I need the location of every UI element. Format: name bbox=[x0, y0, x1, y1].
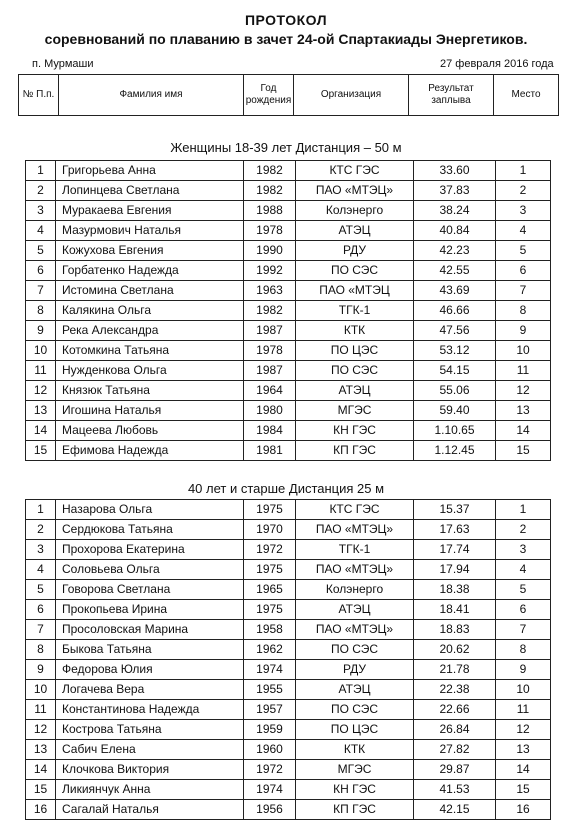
athlete-name: Горбатенко Надежда bbox=[56, 261, 244, 281]
athlete-name: Муракаева Евгения bbox=[56, 201, 244, 221]
row-number: 4 bbox=[26, 221, 56, 241]
row-number: 14 bbox=[26, 760, 56, 780]
row-number: 15 bbox=[26, 441, 56, 461]
organization: КП ГЭС bbox=[296, 800, 414, 820]
row-number: 9 bbox=[26, 321, 56, 341]
result: 20.62 bbox=[414, 640, 496, 660]
group2-table bbox=[25, 499, 551, 820]
place: 12 bbox=[496, 381, 551, 401]
table-row bbox=[26, 780, 551, 800]
athlete-name: Сердюкова Татьяна bbox=[56, 520, 244, 540]
organization: РДУ bbox=[296, 241, 414, 261]
place: 7 bbox=[496, 281, 551, 301]
organization: ПАО «МТЭЦ» bbox=[296, 620, 414, 640]
organization: ПАО «МТЭЦ bbox=[296, 281, 414, 301]
result: 59.40 bbox=[414, 401, 496, 421]
birth-year: 1972 bbox=[244, 540, 296, 560]
place: 10 bbox=[496, 341, 551, 361]
col-organization: Организация bbox=[294, 75, 409, 116]
athlete-name: Котомкина Татьяна bbox=[56, 341, 244, 361]
result: 17.74 bbox=[414, 540, 496, 560]
result: 40.84 bbox=[414, 221, 496, 241]
place: 8 bbox=[496, 301, 551, 321]
birth-year: 1975 bbox=[244, 500, 296, 520]
athlete-name: Река Александра bbox=[56, 321, 244, 341]
row-number: 14 bbox=[26, 421, 56, 441]
result: 27.82 bbox=[414, 740, 496, 760]
athlete-name: Говорова Светлана bbox=[56, 580, 244, 600]
organization: ПО СЭС bbox=[296, 700, 414, 720]
table-row bbox=[26, 660, 551, 680]
result: 47.56 bbox=[414, 321, 496, 341]
place: 4 bbox=[496, 221, 551, 241]
birth-year: 1972 bbox=[244, 760, 296, 780]
row-number: 9 bbox=[26, 660, 56, 680]
organization: КТК bbox=[296, 740, 414, 760]
table-row bbox=[26, 381, 551, 401]
birth-year: 1960 bbox=[244, 740, 296, 760]
table-row bbox=[26, 540, 551, 560]
document-title: ПРОТОКОЛ bbox=[244, 12, 328, 28]
birth-year: 1975 bbox=[244, 600, 296, 620]
row-number: 4 bbox=[26, 560, 56, 580]
organization: КТК bbox=[296, 321, 414, 341]
athlete-name: Лопинцева Светлана bbox=[56, 181, 244, 201]
row-number: 1 bbox=[26, 161, 56, 181]
place: 14 bbox=[496, 760, 551, 780]
birth-year: 1956 bbox=[244, 800, 296, 820]
athlete-name: Князюк Татьяна bbox=[56, 381, 244, 401]
result: 53.12 bbox=[414, 341, 496, 361]
table-row bbox=[26, 301, 551, 321]
table-row bbox=[26, 580, 551, 600]
table-row bbox=[26, 201, 551, 221]
organization: Колэнерго bbox=[296, 580, 414, 600]
organization: ПАО «МТЭЦ» bbox=[296, 181, 414, 201]
col-number: № П.п. bbox=[19, 75, 59, 116]
athlete-name: Константинова Надежда bbox=[56, 700, 244, 720]
table-row bbox=[26, 500, 551, 520]
birth-year: 1990 bbox=[244, 241, 296, 261]
place: 9 bbox=[496, 660, 551, 680]
birth-year: 1955 bbox=[244, 680, 296, 700]
organization: КН ГЭС bbox=[296, 780, 414, 800]
place: 3 bbox=[496, 201, 551, 221]
row-number: 8 bbox=[26, 640, 56, 660]
table-row bbox=[26, 800, 551, 820]
col-year: Год рождения bbox=[244, 75, 294, 116]
row-number: 11 bbox=[26, 361, 56, 381]
organization: ТГК-1 bbox=[296, 540, 414, 560]
birth-year: 1982 bbox=[244, 161, 296, 181]
organization: АТЭЦ bbox=[296, 381, 414, 401]
birth-year: 1978 bbox=[244, 221, 296, 241]
table-row bbox=[26, 161, 551, 181]
col-name: Фамилия имя bbox=[59, 75, 244, 116]
result: 1.10.65 bbox=[414, 421, 496, 441]
organization: ТГК-1 bbox=[296, 301, 414, 321]
athlete-name: Прохорова Екатерина bbox=[56, 540, 244, 560]
athlete-name: Федорова Юлия bbox=[56, 660, 244, 680]
result: 26.84 bbox=[414, 720, 496, 740]
organization: ПАО «МТЭЦ» bbox=[296, 520, 414, 540]
birth-year: 1970 bbox=[244, 520, 296, 540]
row-number: 1 bbox=[26, 500, 56, 520]
result: 43.69 bbox=[414, 281, 496, 301]
result: 54.15 bbox=[414, 361, 496, 381]
place: 14 bbox=[496, 421, 551, 441]
table-row bbox=[26, 680, 551, 700]
table-row bbox=[26, 520, 551, 540]
result: 21.78 bbox=[414, 660, 496, 680]
athlete-name: Калякина Ольга bbox=[56, 301, 244, 321]
birth-year: 1959 bbox=[244, 720, 296, 740]
place: 5 bbox=[496, 580, 551, 600]
organization: КТС ГЭС bbox=[296, 500, 414, 520]
organization: ПО СЭС bbox=[296, 361, 414, 381]
place: 5 bbox=[496, 241, 551, 261]
result: 55.06 bbox=[414, 381, 496, 401]
table-row bbox=[26, 760, 551, 780]
organization: ПО СЭС bbox=[296, 261, 414, 281]
organization: КН ГЭС bbox=[296, 421, 414, 441]
birth-year: 1975 bbox=[244, 560, 296, 580]
result: 33.60 bbox=[414, 161, 496, 181]
place: 8 bbox=[496, 640, 551, 660]
athlete-name: Прокопьева Ирина bbox=[56, 600, 244, 620]
birth-year: 1987 bbox=[244, 321, 296, 341]
result: 18.41 bbox=[414, 600, 496, 620]
birth-year: 1980 bbox=[244, 401, 296, 421]
result: 29.87 bbox=[414, 760, 496, 780]
athlete-name: Мацеева Любовь bbox=[56, 421, 244, 441]
organization: РДУ bbox=[296, 660, 414, 680]
result: 18.83 bbox=[414, 620, 496, 640]
organization: АТЭЦ bbox=[296, 600, 414, 620]
result: 42.23 bbox=[414, 241, 496, 261]
birth-year: 1974 bbox=[244, 780, 296, 800]
table-row bbox=[26, 441, 551, 461]
table-row bbox=[26, 261, 551, 281]
row-number: 10 bbox=[26, 341, 56, 361]
athlete-name: Игошина Наталья bbox=[56, 401, 244, 421]
organization: КТС ГЭС bbox=[296, 161, 414, 181]
result: 42.15 bbox=[414, 800, 496, 820]
table-row bbox=[26, 640, 551, 660]
athlete-name: Клочкова Виктория bbox=[56, 760, 244, 780]
result: 22.66 bbox=[414, 700, 496, 720]
place: 9 bbox=[496, 321, 551, 341]
table-row bbox=[26, 401, 551, 421]
birth-year: 1957 bbox=[244, 700, 296, 720]
athlete-name: Мазурмович Наталья bbox=[56, 221, 244, 241]
organization: ПО СЭС bbox=[296, 640, 414, 660]
place: 10 bbox=[496, 680, 551, 700]
row-number: 12 bbox=[26, 720, 56, 740]
location: п. Мурмаши bbox=[32, 58, 94, 70]
row-number: 10 bbox=[26, 680, 56, 700]
table-row bbox=[26, 740, 551, 760]
row-number: 6 bbox=[26, 600, 56, 620]
birth-year: 1958 bbox=[244, 620, 296, 640]
row-number: 13 bbox=[26, 740, 56, 760]
place: 3 bbox=[496, 540, 551, 560]
group1-title: Женщины 18-39 лет Дистанция – 50 м bbox=[170, 140, 402, 155]
organization: ПО ЦЭС bbox=[296, 341, 414, 361]
date: 27 февраля 2016 года bbox=[440, 58, 554, 70]
table-row bbox=[26, 281, 551, 301]
result: 15.37 bbox=[414, 500, 496, 520]
row-number: 13 bbox=[26, 401, 56, 421]
row-number: 3 bbox=[26, 201, 56, 221]
result: 38.24 bbox=[414, 201, 496, 221]
birth-year: 1978 bbox=[244, 341, 296, 361]
row-number: 11 bbox=[26, 700, 56, 720]
organization: АТЭЦ bbox=[296, 680, 414, 700]
birth-year: 1974 bbox=[244, 660, 296, 680]
result: 1.12.45 bbox=[414, 441, 496, 461]
place: 16 bbox=[496, 800, 551, 820]
result: 42.55 bbox=[414, 261, 496, 281]
table-row bbox=[26, 361, 551, 381]
place: 11 bbox=[496, 361, 551, 381]
organization: МГЭС bbox=[296, 760, 414, 780]
athlete-name: Истомина Светлана bbox=[56, 281, 244, 301]
row-number: 6 bbox=[26, 261, 56, 281]
row-number: 15 bbox=[26, 780, 56, 800]
result: 37.83 bbox=[414, 181, 496, 201]
athlete-name: Назарова Ольга bbox=[56, 500, 244, 520]
birth-year: 1965 bbox=[244, 580, 296, 600]
result: 46.66 bbox=[414, 301, 496, 321]
row-number: 7 bbox=[26, 620, 56, 640]
table-row bbox=[26, 241, 551, 261]
row-number: 2 bbox=[26, 520, 56, 540]
result: 17.94 bbox=[414, 560, 496, 580]
table-row bbox=[26, 720, 551, 740]
row-number: 5 bbox=[26, 580, 56, 600]
row-number: 3 bbox=[26, 540, 56, 560]
organization: Колэнерго bbox=[296, 201, 414, 221]
table-row bbox=[26, 620, 551, 640]
table-row bbox=[26, 600, 551, 620]
group1-table bbox=[25, 160, 551, 461]
birth-year: 1982 bbox=[244, 181, 296, 201]
place: 13 bbox=[496, 740, 551, 760]
table-row bbox=[26, 421, 551, 441]
table-row bbox=[26, 181, 551, 201]
row-number: 2 bbox=[26, 181, 56, 201]
row-number: 7 bbox=[26, 281, 56, 301]
organization: КП ГЭС bbox=[296, 441, 414, 461]
organization: ПО ЦЭС bbox=[296, 720, 414, 740]
athlete-name: Быкова Татьяна bbox=[56, 640, 244, 660]
row-number: 5 bbox=[26, 241, 56, 261]
athlete-name: Кострова Татьяна bbox=[56, 720, 244, 740]
table-row bbox=[26, 321, 551, 341]
result: 17.63 bbox=[414, 520, 496, 540]
place: 1 bbox=[496, 500, 551, 520]
birth-year: 1987 bbox=[244, 361, 296, 381]
place: 13 bbox=[496, 401, 551, 421]
birth-year: 1964 bbox=[244, 381, 296, 401]
result: 41.53 bbox=[414, 780, 496, 800]
table-row bbox=[26, 700, 551, 720]
athlete-name: Сабич Елена bbox=[56, 740, 244, 760]
birth-year: 1982 bbox=[244, 301, 296, 321]
place: 2 bbox=[496, 520, 551, 540]
group2-title: 40 лет и старше Дистанция 25 м bbox=[187, 481, 385, 496]
row-number: 8 bbox=[26, 301, 56, 321]
row-number: 16 bbox=[26, 800, 56, 820]
athlete-name: Нужденкова Ольга bbox=[56, 361, 244, 381]
document-subtitle: соревнований по плаванию в зачет 24-ой Спартакиады Энергетиков. bbox=[44, 31, 528, 47]
athlete-name: Ликиянчук Анна bbox=[56, 780, 244, 800]
birth-year: 1988 bbox=[244, 201, 296, 221]
place: 15 bbox=[496, 441, 551, 461]
place: 7 bbox=[496, 620, 551, 640]
birth-year: 1981 bbox=[244, 441, 296, 461]
col-place: Место bbox=[494, 75, 559, 116]
athlete-name: Ефимова Надежда bbox=[56, 441, 244, 461]
place: 1 bbox=[496, 161, 551, 181]
table-row bbox=[26, 560, 551, 580]
birth-year: 1984 bbox=[244, 421, 296, 441]
organization: ПАО «МТЭЦ» bbox=[296, 560, 414, 580]
place: 12 bbox=[496, 720, 551, 740]
birth-year: 1962 bbox=[244, 640, 296, 660]
athlete-name: Сагалай Наталья bbox=[56, 800, 244, 820]
place: 6 bbox=[496, 600, 551, 620]
athlete-name: Соловьева Ольга bbox=[56, 560, 244, 580]
organization: МГЭС bbox=[296, 401, 414, 421]
place: 11 bbox=[496, 700, 551, 720]
col-result: Результат заплыва bbox=[409, 75, 494, 116]
organization: АТЭЦ bbox=[296, 221, 414, 241]
place: 2 bbox=[496, 181, 551, 201]
result: 22.38 bbox=[414, 680, 496, 700]
athlete-name: Просоловская Марина bbox=[56, 620, 244, 640]
birth-year: 1992 bbox=[244, 261, 296, 281]
place: 6 bbox=[496, 261, 551, 281]
athlete-name: Логачева Вера bbox=[56, 680, 244, 700]
athlete-name: Григорьева Анна bbox=[56, 161, 244, 181]
athlete-name: Кожухова Евгения bbox=[56, 241, 244, 261]
place: 4 bbox=[496, 560, 551, 580]
table-row bbox=[26, 221, 551, 241]
row-number: 12 bbox=[26, 381, 56, 401]
birth-year: 1963 bbox=[244, 281, 296, 301]
place: 15 bbox=[496, 780, 551, 800]
table-row bbox=[26, 341, 551, 361]
header-table bbox=[18, 74, 559, 116]
result: 18.38 bbox=[414, 580, 496, 600]
